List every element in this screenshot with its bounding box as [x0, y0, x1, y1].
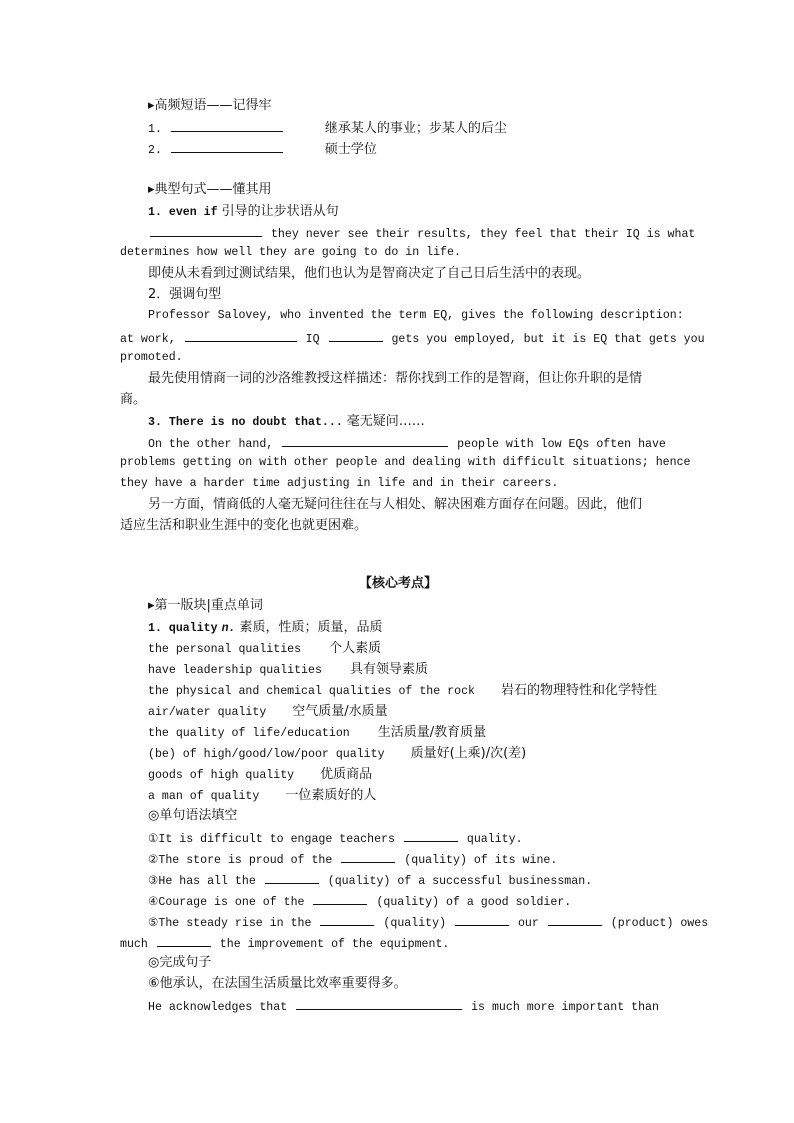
exercise-text: (quality): [383, 917, 447, 930]
pattern-3-line-2: problems getting on with other people and dealing with difficult situations; hence: [120, 456, 691, 469]
answer-blank[interactable]: [296, 995, 462, 1010]
sentence-text: at work,: [120, 333, 176, 346]
collocation-en: air/water quality: [148, 706, 267, 719]
sentence-text: gets you employed, but it is EQ that gets you: [391, 333, 705, 346]
answer-blank[interactable]: [455, 911, 509, 926]
sentence-text: people with low EQs often have: [457, 438, 666, 451]
answer-blank[interactable]: [329, 327, 383, 342]
pattern-2-line-1: Professor Salovey, who invented the term EQ, gives the following description:: [148, 309, 684, 322]
exercise-text: ①It is difficult to engage teachers: [148, 833, 395, 846]
answer-blank[interactable]: [341, 848, 395, 863]
answer-blank[interactable]: [320, 911, 374, 926]
core-title: 【核心考点】: [358, 576, 437, 591]
collocation-cn: 一位素质好的人: [285, 788, 377, 803]
exercise-item-1: [120, 827, 676, 847]
collocation-en: have leadership qualities: [148, 664, 322, 677]
collocation-item: [120, 659, 676, 679]
exercise-text: (quality) of its wine.: [404, 854, 558, 867]
collocation-en: a man of quality: [148, 790, 260, 803]
collocation-en: goods of high quality: [148, 769, 295, 782]
exercise-text: (quality) of a good soldier.: [376, 896, 572, 909]
exercise-item-6-en: [120, 995, 676, 1015]
pattern-2-translation-2: 商。: [120, 392, 147, 407]
word-headword: 1. quality: [148, 622, 218, 635]
exercise-item-4: [120, 890, 676, 910]
collocation-cn: 质量好(上乘)/次(差): [410, 746, 527, 761]
collocation-item: [120, 701, 676, 721]
sentence-text: On the other hand,: [148, 438, 274, 451]
phrase-item-2: [120, 138, 676, 158]
exercise-text: quality.: [466, 833, 523, 846]
exercise-text: is much more important than: [471, 1001, 659, 1014]
answer-blank[interactable]: [404, 827, 458, 842]
pattern-1-title: [120, 201, 676, 221]
pattern-3-translation-1: 另一方面，情商低的人毫无疑问往往在与人相处、解决困难方面存在问题。因此，他们: [148, 497, 643, 512]
pattern-1-keyword: 1. even if: [148, 206, 218, 219]
sentence-text: IQ: [305, 333, 320, 346]
answer-blank[interactable]: [171, 138, 283, 153]
phrase-item-1: [120, 117, 676, 137]
answer-blank[interactable]: [548, 911, 602, 926]
collocation-item: [120, 764, 676, 784]
collocation-item: [120, 722, 676, 742]
exercise-item-3: [120, 869, 676, 889]
pattern-2-translation-1: 最先使用情商一词的沙洛维教授这样描述：帮你找到工作的是智商，但让你升职的是情: [148, 371, 643, 386]
exercise-text: our: [517, 917, 539, 930]
sentence-text: they never see their results, they feel that their IQ is what: [270, 228, 696, 241]
pattern-1-line-2: determines how well they are going to do in life.: [120, 246, 461, 259]
answer-blank[interactable]: [313, 890, 367, 905]
answer-blank[interactable]: [157, 932, 211, 947]
pattern-3-keyword: 3. There is no doubt that...: [148, 416, 343, 429]
exercise-text: ④Courage is one of the: [148, 896, 305, 909]
word-pos: n.: [221, 622, 236, 635]
phrase-meaning: 硕士学位: [324, 142, 377, 157]
collocation-en: the quality of life/education: [148, 727, 350, 740]
exercise-item-2: [120, 848, 676, 868]
answer-blank[interactable]: [171, 117, 283, 132]
phrase-number: 2.: [148, 144, 162, 157]
collocation-item: [120, 785, 676, 805]
answer-blank[interactable]: [185, 327, 297, 342]
collocation-en: (be) of high/good/low/poor quality: [148, 748, 385, 761]
collocation-en: the personal qualities: [148, 643, 302, 656]
pattern-2-title: 2．强调句型: [148, 287, 222, 302]
patterns-heading: ▸典型句式——懂其用: [148, 182, 272, 197]
pattern-3-line-3: they have a harder time adjusting in life and in their careers.: [120, 477, 559, 490]
answer-blank[interactable]: [150, 222, 262, 237]
collocation-cn: 岩石的物理特性和化学特性: [501, 683, 658, 698]
core-section-heading: ▸第一版块|重点单词: [148, 598, 263, 613]
exercise-text: ③He has all the: [148, 875, 256, 888]
answer-blank[interactable]: [265, 869, 319, 884]
collocation-en: the physical and chemical qualities of the rock: [148, 685, 475, 698]
collocation-item: [120, 680, 676, 700]
pattern-1-translation: 即使从未看到过测试结果，他们也认为是智商决定了自己日后生活中的表现。: [148, 266, 591, 281]
collocation-cn: 具有领导素质: [349, 662, 428, 677]
pattern-3-title: [120, 411, 676, 431]
collocation-cn: 优质商品: [320, 767, 373, 782]
phrase-number: 1.: [148, 123, 162, 136]
pattern-3-translation-2: 适应生活和职业生涯中的变化也就更困难。: [120, 518, 368, 533]
answer-blank[interactable]: [282, 432, 448, 447]
collocation-item: [120, 743, 676, 763]
pattern-1-desc: 引导的让步状语从句: [221, 204, 339, 219]
exercise-text: the improvement of the equipment.: [219, 938, 450, 951]
exercise-text: ②The store is proud of the: [148, 854, 333, 867]
exercise-item-6-cn: ⑥他承认，在法国生活质量比效率重要得多。: [148, 976, 407, 991]
exercise-text: ⑤The steady rise in the: [148, 917, 312, 930]
pattern-1-line-1: [120, 222, 696, 242]
exercise-item-5: [120, 911, 709, 931]
exercise-text: much: [120, 938, 148, 951]
collocation-cn: 个人素质: [329, 641, 382, 656]
collocation-cn: 空气质量/水质量: [292, 704, 388, 719]
pattern-2-line-2: [120, 327, 705, 347]
exercise-text: (quality) of a successful businessman.: [327, 875, 593, 888]
complete-heading: ◎完成句子: [148, 955, 212, 970]
exercise-text: He acknowledges that: [148, 1001, 288, 1014]
phrases-heading: ▸高频短语——记得牢: [148, 98, 272, 113]
exercise-heading: ◎单句语法填空: [148, 808, 238, 823]
collocation-cn: 生活质量/教育质量: [377, 725, 487, 740]
word-entry: [120, 617, 676, 637]
word-meaning: 素质，性质；质量，品质: [239, 620, 383, 635]
phrase-meaning: 继承某人的事业；步某人的后尘: [324, 121, 507, 136]
pattern-2-line-3: promoted.: [120, 351, 183, 364]
collocation-item: [120, 638, 676, 658]
pattern-3-desc: 毫无疑问……: [346, 414, 425, 429]
exercise-item-5-cont: [120, 932, 676, 952]
pattern-3-line-1: [120, 432, 676, 452]
exercise-text: (product) owes: [610, 917, 709, 930]
